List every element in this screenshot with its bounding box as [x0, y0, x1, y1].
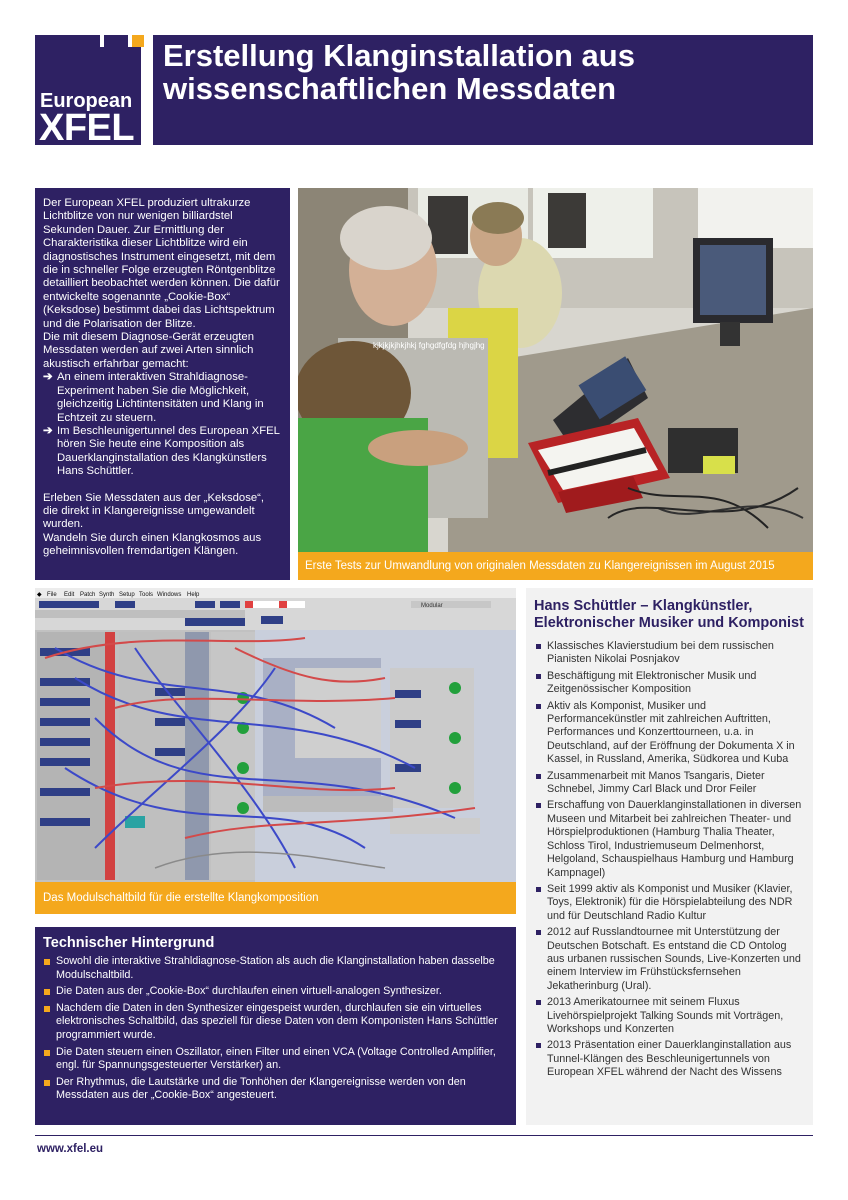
technical-background-box: [35, 927, 516, 1125]
artist-item: Seit 1999 aktiv als Komponist und Musiker (Klavier, Toys, Elektronik) für die Hörspielabteilung des NDR und für Deutschland Radio Kultur: [534, 883, 805, 923]
tech-item: Die Daten steuern einen Oszillator, einen Filter und einen VCA (Voltage Controlled Amplifier, engl. für Spannungsgesteuerter Verstärker) an.: [43, 1046, 506, 1073]
artist-item: Zusammenarbeit mit Manos Tsangaris, Dieter Schnebel, Jimmy Carl Black und Dror Feiler: [534, 770, 805, 797]
tech-item: Sowohl die interaktive Strahldiagnose-Station als auch die Klanginstallation haben dasselbe Modulschaltbild.: [43, 955, 506, 982]
artist-bio-box: [526, 588, 813, 1125]
arrow-icon: ➔: [43, 424, 53, 437]
synth-menu-item: Patch: [80, 592, 96, 598]
artist-item: Aktiv als Komponist, Musiker und Performancekünstler mit zahlreichen Auftritten, Performances und Konzerttourneen, u.a. in Deutschland, auf der Eröffnung der Dokumenta X in Kassel, in Russland, Amerika, Südkorea und Kuba: [534, 700, 805, 767]
intro-arrow-item-2: [43, 425, 282, 479]
synth-menu-item: Tools: [139, 592, 154, 598]
logo-line-1: European: [40, 90, 133, 112]
artist-item: 2013 Präsentation einer Dauerklanginstallation aus Tunnel-Klängen des Beschleunigertunnels von European XFEL während der Nacht des Wissens: [534, 1039, 805, 1079]
intro-arrow-item-1: [43, 371, 282, 425]
synth-menu-item: Setup: [119, 592, 135, 598]
intro-paragraph-2: Die mit diesem Diagnose-Gerät erzeugten Messdaten werden auf zwei Arten sinnlich akustisch erfahrbar gemacht:: [43, 331, 254, 370]
artist-heading: Hans Schüttler – Klangkünstler, Elektronischer Musiker und Komponist: [534, 598, 804, 631]
intro-paragraph-1: Der European XFEL produziert ultrakurze Lichtblitze von nur wenigen billiardstel Sekunden Dauer. Zur Ermittlung der Charakteristika dieser Lichtblitze wird ein diagnostisches Instrument eingesetzt, mit dem die in schneller Folge erzeugten Röntgenblitze detailliert beobachtet werden können. Die dafür entwickelte sogenannte „Cookie-Box“ (Keksdose) bestimmt dabei das Lichtspektrum und die Polarisation der Blitze.: [43, 197, 280, 330]
footer-website-link[interactable]: www.xfel.eu: [37, 1143, 104, 1155]
logo-square-1: [35, 35, 100, 47]
artist-item: Beschäftigung mit Elektronischer Musik und Zeitgenössischer Komposition: [534, 670, 805, 697]
intro-box: [35, 188, 290, 580]
page-title: Erstellung Klanginstallation aus wissenschaftlichen Messdaten: [163, 38, 635, 106]
photo-caption: Erste Tests zur Umwandlung von originalen Messdaten zu Klangereignissen im August 2015: [298, 552, 813, 580]
header-banner: [153, 35, 813, 145]
photo-overlay-text: kjkjkjkjhkjhkj fghgdfgfdg hjhgjhg: [373, 341, 485, 350]
svg-text:◆: ◆: [37, 592, 42, 598]
synth-menu-item: Edit: [64, 592, 75, 598]
synth-menu-item: File: [47, 592, 57, 598]
tech-heading: Technischer Hintergrund: [43, 935, 215, 951]
test-session-photo: [298, 188, 813, 552]
intro-item-1-text: An einem interaktiven Strahldiagnose-Experiment haben Sie die Möglichkeit, gleichzeitig Lichtintensitäten und Klang in Echtzeit zu steuern.: [57, 371, 264, 424]
artist-item: 2012 auf Russlandtournee mit Unterstützung der Deutschen Botschaft. Es entstand die CD Ontolog aus urbanen russischen Sounds, Live-Konzerten und einem Interview im Frühstücksfernsehen Jekatherinburg (Ural).: [534, 926, 805, 993]
european-xfel-logo: [35, 47, 141, 149]
tech-item: Der Rhythmus, die Lautstärke und die Tonhöhen der Klangereignisse werden von den Messdaten aus der „Cookie-Box“ angesteuert.: [43, 1076, 506, 1103]
intro-item-2-text: Im Beschleunigertunnel des European XFEL hören Sie heute eine Komposition als Dauerklanginstallation des Klangkünstlers Hans Schüttler.: [57, 424, 280, 478]
synth-modular-label: Modular: [421, 603, 443, 609]
artist-item: 2013 Amerikatournee mit seinem Fluxus Livehörspielprojekt Talking Sounds mit Vorträgen, Workshops und Konzerten: [534, 996, 805, 1036]
arrow-icon: ➔: [43, 371, 53, 384]
module-patch-screenshot: [35, 588, 516, 882]
synth-menu-item: Help: [187, 592, 200, 598]
tech-item: Die Daten aus der „Cookie-Box“ durchlaufen einen virtuell-analogen Synthesizer.: [43, 985, 506, 999]
artist-item: Klassisches Klavierstudium bei dem russischen Pianisten Nikolai Posnjakov: [534, 640, 805, 667]
synth-caption: Das Modulschaltbild für die erstellte Klangkomposition: [35, 882, 516, 914]
tech-list: [43, 955, 506, 1103]
synth-menu-item: Synth: [99, 592, 115, 598]
logo-square-3: [132, 35, 144, 47]
logo-line-2: XFEL: [39, 107, 135, 149]
intro-paragraph-3: Erleben Sie Messdaten aus der „Keksdose“, die direkt in Klangereignisse umgewandelt wurden.: [43, 491, 265, 531]
tech-item: Nachdem die Daten in den Synthesizer eingespeist wurden, durchlaufen sie ein virtuelles elektronisches Schaltbild, das speziell für diese Daten von dem Komponisten Hans Schüttler programmiert wurde.: [43, 1002, 506, 1043]
synth-menu-item: Windows: [157, 592, 182, 598]
footer-divider: [35, 1135, 813, 1136]
logo-square-2: [104, 35, 128, 47]
artist-list: [534, 640, 805, 1080]
intro-paragraph-4: Wandeln Sie durch einen Klangkosmos aus geheimnisvollen fremdartigen Klängen.: [43, 531, 262, 558]
artist-item: Erschaffung von Dauerklanginstallationen in diversen Museen und Mitarbeit bei zahlreichen Theater- und Hörspielproduktionen (Hamburg Thalia Theater, Schloss Tirol, Industriemuseum Delmenhorst, Helgoland, Schauspielhaus Hamburg und Hamburg Kampnagel): [534, 799, 805, 879]
